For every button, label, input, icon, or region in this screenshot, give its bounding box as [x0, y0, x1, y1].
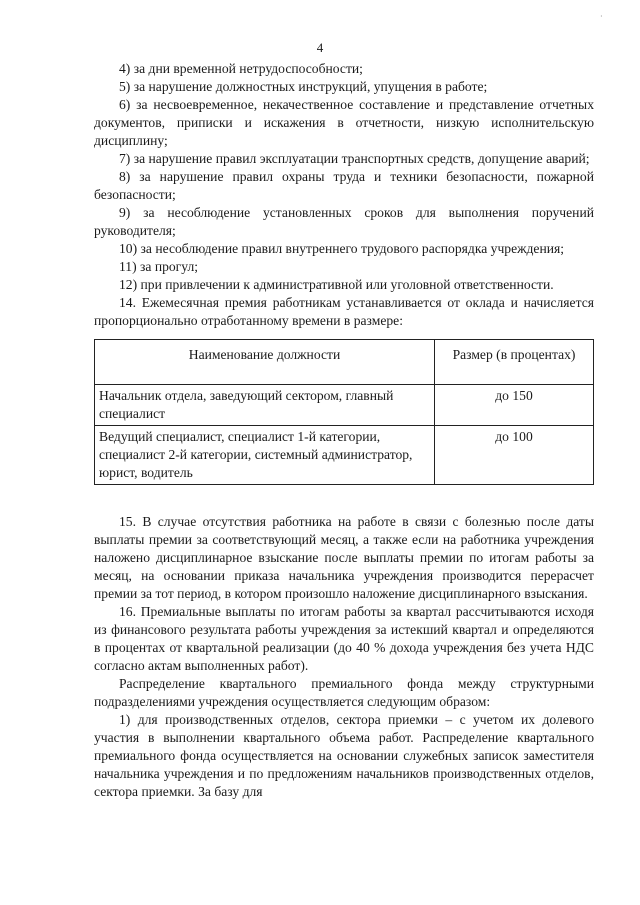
- paragraph-distribution: Распределение квартального премиального фонда между структурными подразделениями учреждения осуществляется следующим образом:: [94, 676, 594, 709]
- table-row: [95, 385, 594, 426]
- bonus-table: [94, 339, 594, 485]
- list-item: 11) за прогул;: [119, 259, 199, 274]
- paragraph-16: 16. Премиальные выплаты по итогам работы за квартал рассчитываются исходя из финансового результата работы учреждения за истекший квартал и определяются в процентах от квартальной реализации (до 40 % дохода учреждения без учета НДС согласно актам выполненных работ).: [94, 604, 594, 673]
- cell-position: Ведущий специалист, специалист 1-й категории, специалист 2-й категории, системный администратор, юрист, водитель: [95, 426, 435, 485]
- table-header-row: [95, 340, 594, 385]
- table-row: [95, 426, 594, 485]
- paragraph-14: 14. Ежемесячная премия работникам устанавливается от оклада и начисляется пропорционально отработанному времени в размере:: [94, 295, 594, 328]
- list-item: 9) за несоблюдение установленных сроков для выполнения поручений руководителя;: [94, 205, 594, 238]
- list-item: 12) при привлечении к административной или уголовной ответственности.: [119, 277, 554, 292]
- header-position: Наименование должности: [95, 340, 435, 385]
- header-size: Размер (в процентах): [435, 340, 594, 385]
- corner-mark: ·: [600, 12, 603, 21]
- page-number: 4: [316, 40, 324, 55]
- list-item: 5) за нарушение должностных инструкций, упущения в работе;: [119, 79, 488, 94]
- list-item: 10) за несоблюдение правил внутреннего трудового распорядка учреждения;: [119, 241, 565, 256]
- list-item: 8) за нарушение правил охраны труда и техники безопасности, пожарной безопасности;: [94, 169, 594, 202]
- paragraph-item-1: 1) для производственных отделов, сектора приемки – с учетом их долевого участия в выполнении квартального объема работ. Распределение квартального премиального фонда осуществляется на основании служебных записок заместителя начальника учреждения и по предложениям начальников производственных отделов, сектора приемки. За базу для: [94, 712, 594, 799]
- cell-position: Начальник отдела, заведующий сектором, главный специалист: [95, 385, 435, 426]
- document-body: [94, 60, 594, 801]
- cell-size: до 150: [435, 385, 594, 426]
- list-item: 6) за несвоевременное, некачественное составление и представление отчетных документов, приписки и искажения в отчетности, низкую исполнительскую дисциплину;: [94, 97, 594, 148]
- list-item: 4) за дни временной нетрудоспособности;: [119, 61, 363, 76]
- paragraph-15: 15. В случае отсутствия работника на работе в связи с болезнью после даты выплаты премии за соответствующий месяц, а также если на работника учреждения наложено дисциплинарное взыскание после выплаты премии по итогам работы за месяц, на основании приказа начальника учреждения производится перерасчет премии за тот период, в котором произошло наложение дисциплинарного взыскания.: [94, 514, 594, 601]
- cell-size: до 100: [435, 426, 594, 485]
- list-item: 7) за нарушение правил эксплуатации транспортных средств, допущение аварий;: [119, 151, 590, 166]
